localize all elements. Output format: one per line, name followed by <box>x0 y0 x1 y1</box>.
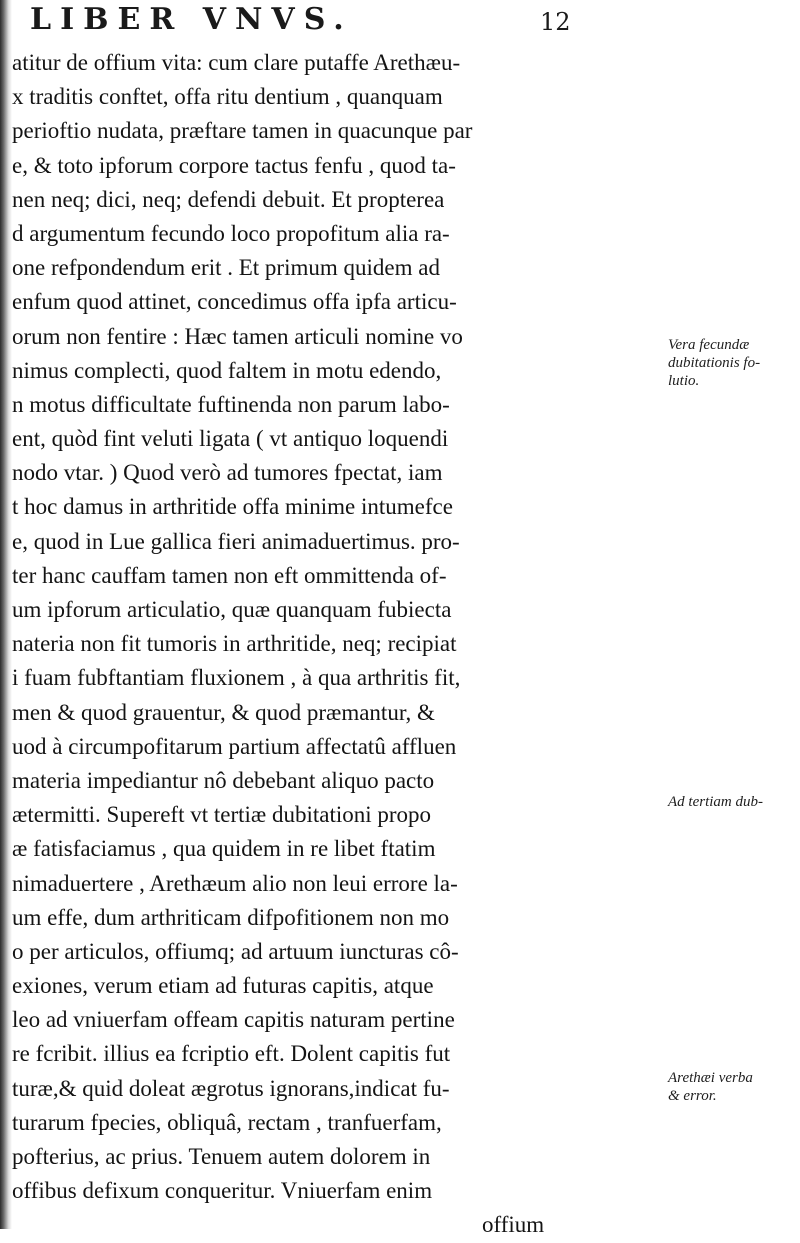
text-line: turarum fpecies, obliquâ, rectam , tranfuerfam, <box>12 1109 442 1135</box>
text-line: nateria non fit tumoris in arthritide, neq; recipiat <box>12 631 457 657</box>
page-header <box>30 2 590 46</box>
text-line: x traditis conftet, offa ritu dentium , quanquam <box>12 84 443 110</box>
text-line: æ fatisfaciamus , qua quidem in re libet ftatim <box>12 836 436 862</box>
text-line: atitur de offium vita: cum clare putaffe Arethæu- <box>12 50 461 75</box>
text-line: o per articulos, offiumq; ad artuum iuncturas cô- <box>12 938 459 964</box>
text-line: nodo vtar. ) Quod verò ad tumores fpectat, iam <box>12 460 443 486</box>
text-line: one refpondendum erit . Et primum quidem ad <box>12 255 440 281</box>
text-line: n motus difficultate fuftinenda non parum labo- <box>12 391 450 417</box>
margin-note-line: dubitationis fo- <box>668 355 761 371</box>
text-line: enfum quod attinet, concedimus offa ipfa articu- <box>12 289 457 315</box>
text-line: e, quod in Lue gallica fieri animaduertimus. pro- <box>12 528 460 554</box>
margin-note-third-doubt <box>668 793 798 811</box>
margin-note-line: & error. <box>668 1088 717 1104</box>
text-line: materia impediantur nô debebant aliquo pacto <box>12 767 435 793</box>
margin-note-line: Arethæi verba <box>668 1070 753 1086</box>
running-title: LIBER VNVS. <box>30 2 353 37</box>
text-line: nimaduertere , Arethæum alio non leui errore la- <box>12 870 458 896</box>
text-line: pofterius, ac prius. Tenuem autem dolorem in <box>12 1144 431 1169</box>
text-line: leo ad vniuerfam offeam capitis naturam pertine <box>12 1007 455 1033</box>
catchword: offium <box>482 1212 545 1238</box>
text-line: orum non fentire : Hæc tamen articuli nomine vo <box>12 323 463 349</box>
text-line: exiones, verum etiam ad futuras capitis, atque <box>12 973 434 999</box>
text-line: um ipforum articulatio, quæ quanquam fubiecta <box>12 597 452 622</box>
binding-gutter <box>0 0 12 1229</box>
body-text <box>12 46 662 1243</box>
text-line: perioftio nudata, præftare tamen in quacunque par <box>12 118 473 144</box>
text-line: ætermitti. Supereft vt tertiæ dubitationi propo <box>12 802 432 828</box>
text-line: ent, quòd fint veluti ligata ( vt antiquo loquendi <box>12 426 449 452</box>
text-line: offibus defixum conqueritur. Vniuerfam enim <box>12 1178 433 1204</box>
text-line: ter hanc cauffam tamen non eft ommittenda of- <box>12 562 447 588</box>
text-line: i fuam fubftantiam fluxionem , à qua arthritis fit, <box>12 665 461 691</box>
text-line: um effe, dum arthriticam difpofitionem non mo <box>12 904 450 930</box>
text-line: turæ,& quid doleat ægrotus ignorans,indicat fu- <box>12 1075 450 1101</box>
text-line: uod à circumpofitarum partium affectatû affluen <box>12 733 457 759</box>
text-line: nimus complecti, quod faltem in motu edendo, <box>12 357 442 383</box>
text-line: re fcribit. illius ea fcriptio eft. Dolent capitis fut <box>12 1041 451 1067</box>
margin-note-line: Vera fecundæ <box>668 337 750 353</box>
text-line: nen neq; dici, neq; defendi debuit. Et propterea <box>12 186 445 212</box>
text-line: men & quod grauentur, & quod præmantur, & <box>12 699 435 725</box>
page-number: 12 <box>540 8 571 36</box>
margin-note-aretaeus <box>668 1069 798 1105</box>
margin-note-line: Ad tertiam dub- <box>668 794 763 810</box>
margin-note-second-doubt <box>668 336 798 390</box>
text-line: t hoc damus in arthritide offa minime intumefce <box>12 494 453 520</box>
text-line: d argumentum fecundo loco propofitum alia ra- <box>12 220 450 246</box>
margin-note-line: lutio. <box>668 373 700 389</box>
text-line: e, & toto ipforum corpore tactus fenfu , quod ta- <box>12 152 456 178</box>
